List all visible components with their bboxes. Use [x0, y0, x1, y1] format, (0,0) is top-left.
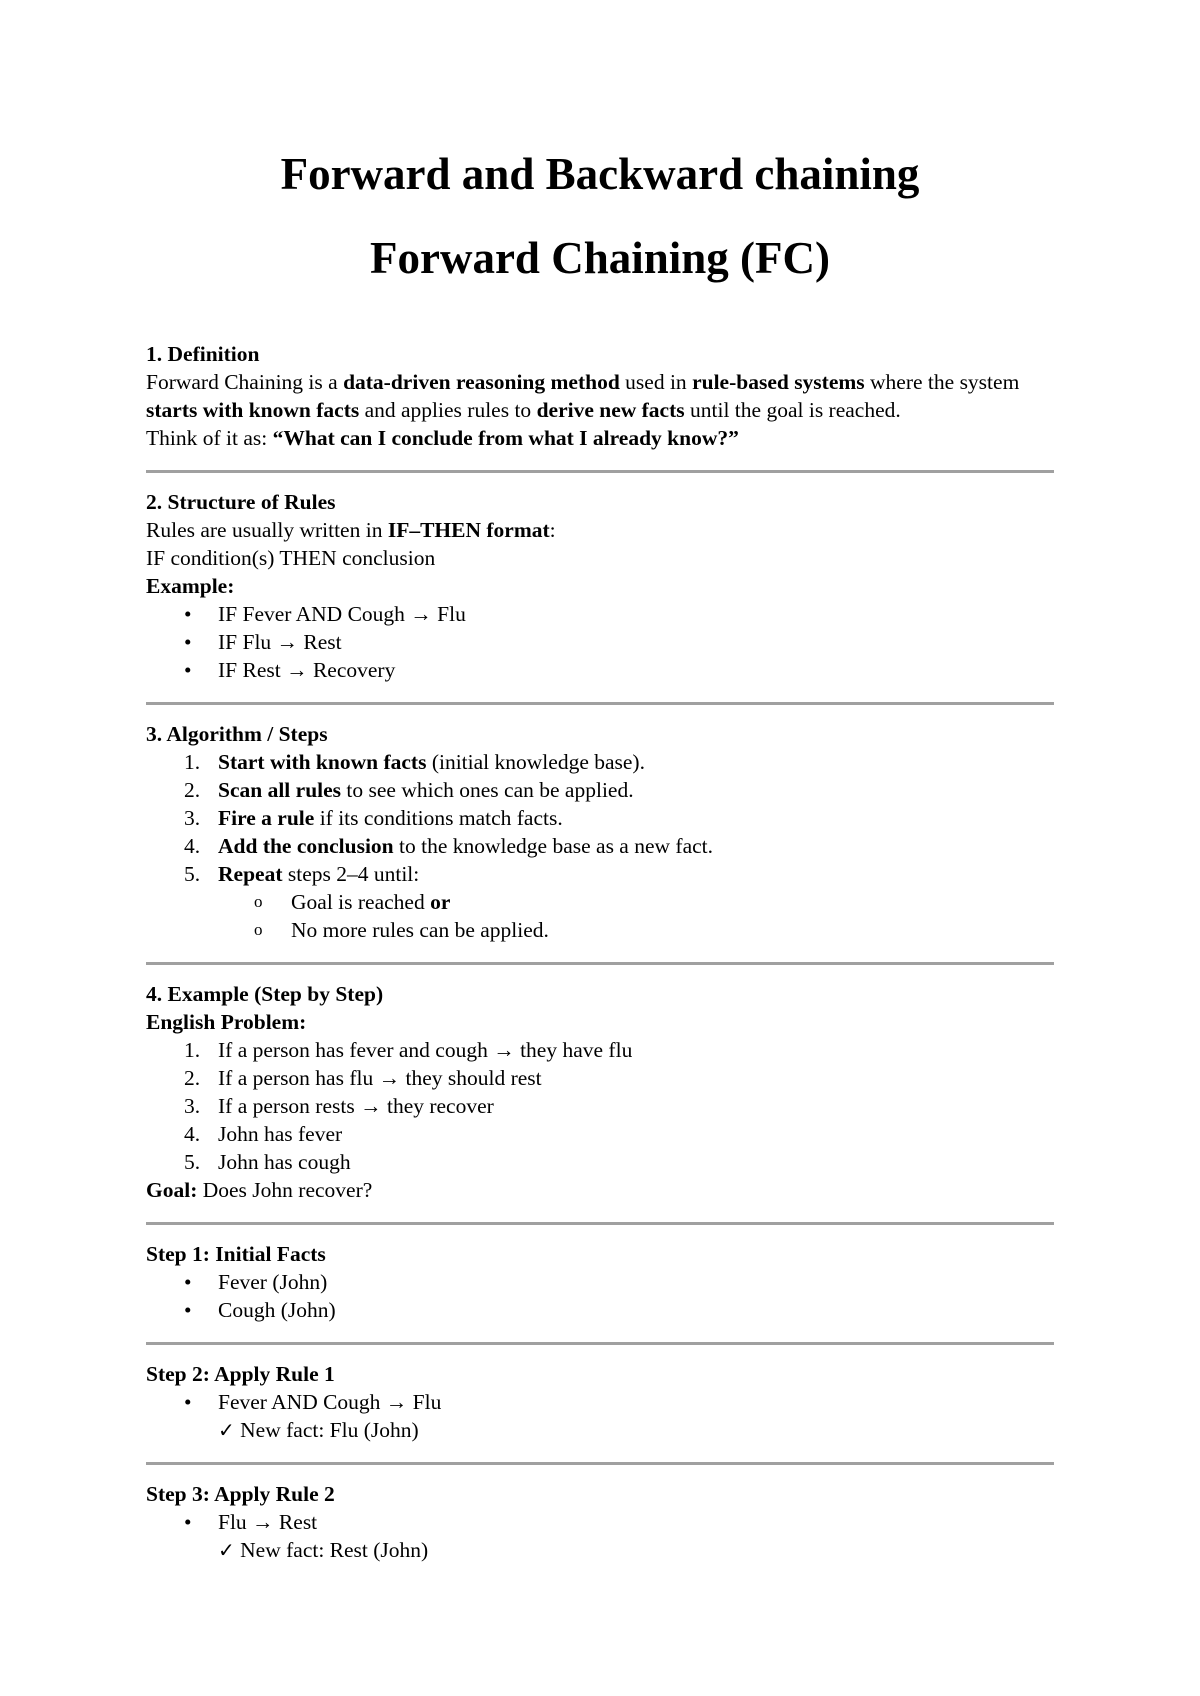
definition-bold: data-driven reasoning method — [343, 370, 620, 394]
list-item: • Cough (John) — [146, 1296, 1054, 1324]
step-bold: Repeat — [218, 862, 283, 886]
sub-list-item — [146, 888, 1054, 916]
list-number: 3. — [184, 1094, 201, 1118]
new-fact-line — [218, 1416, 1054, 1444]
section-algorithm — [146, 720, 1054, 944]
substep-text: No more rules can be applied. — [291, 918, 549, 942]
section-heading: 1. Definition — [146, 342, 260, 366]
list-item — [146, 748, 1054, 776]
rule-application-list — [146, 1388, 1054, 1444]
section-divider — [146, 962, 1054, 965]
list-number: 2. — [184, 778, 201, 802]
section-divider — [146, 1462, 1054, 1465]
section-heading: 4. Example (Step by Step) — [146, 982, 384, 1006]
section-step-1 — [146, 1240, 1054, 1324]
step-text: to the knowledge base as a new fact. — [393, 834, 714, 858]
new-fact-text: New fact: Rest (John) — [234, 1538, 429, 1562]
step-bold: Scan all rules — [218, 778, 342, 802]
document-subtitle: Forward Chaining (FC) — [370, 233, 830, 283]
substep-list — [218, 888, 1054, 944]
step-text: to see which ones can be applied. — [341, 778, 634, 802]
definition-text: and applies rules to — [359, 398, 537, 422]
section-heading: Step 3: Apply Rule 2 — [146, 1482, 335, 1506]
list-number: 4. — [184, 1122, 201, 1146]
think-line — [146, 424, 1054, 452]
section-example — [146, 980, 1054, 1204]
problem-list — [146, 1036, 1054, 1176]
step-bold: Fire a rule — [218, 806, 315, 830]
definition-text: Forward Chaining is a — [146, 370, 344, 394]
item-text: If a person has fever and cough → they have flu — [218, 1038, 633, 1062]
section-heading: Step 1: Initial Facts — [146, 1242, 326, 1266]
definition-bold: rule-based systems — [692, 370, 865, 394]
definition-bold: starts with known facts — [146, 398, 360, 422]
new-fact-text: New fact: Flu (John) — [234, 1418, 419, 1442]
section-heading: Step 2: Apply Rule 1 — [146, 1362, 335, 1386]
problem-label: English Problem: — [146, 1010, 307, 1034]
list-item — [146, 860, 1054, 944]
rule-text: Flu → Rest — [218, 1510, 318, 1534]
section-divider — [146, 470, 1054, 473]
item-text: John has cough — [218, 1150, 351, 1174]
intro-suffix: : — [549, 518, 556, 542]
section-step-2 — [146, 1360, 1054, 1444]
item-text: If a person has flu → they should rest — [218, 1066, 542, 1090]
section-heading: 3. Algorithm / Steps — [146, 722, 328, 746]
rule-application-list — [146, 1508, 1054, 1564]
rule-form: IF condition(s) THEN conclusion — [146, 546, 436, 570]
step-text: (initial knowledge base). — [426, 750, 645, 774]
definition-text: until the goal is reached. — [684, 398, 901, 422]
algorithm-step-list — [146, 748, 1054, 944]
section-step-3 — [146, 1480, 1054, 1564]
list-number: 1. — [184, 750, 201, 774]
think-quote: “What can I conclude from what I already know?” — [272, 426, 739, 450]
new-fact-line — [218, 1536, 1054, 1564]
step-text: if its conditions match facts. — [314, 806, 563, 830]
rule-text: Fever AND Cough → Flu — [218, 1390, 442, 1414]
list-item: • IF Flu → Rest — [146, 628, 1054, 656]
list-number: 3. — [184, 806, 201, 830]
intro-bold: IF–THEN format — [387, 518, 550, 542]
section-heading: 2. Structure of Rules — [146, 490, 336, 514]
list-item: • IF Rest → Recovery — [146, 656, 1054, 684]
item-text: John has fever — [218, 1122, 343, 1146]
step-bold: Start with known facts — [218, 750, 427, 774]
step-text: steps 2–4 until: — [282, 862, 420, 886]
list-number: 4. — [184, 834, 201, 858]
definition-text: where the system — [864, 370, 1020, 394]
structure-intro — [146, 516, 1054, 544]
think-prefix: Think of it as: — [146, 426, 273, 450]
section-definition — [146, 340, 1054, 452]
section-divider — [146, 1342, 1054, 1345]
list-number: 2. — [184, 1066, 201, 1090]
list-item: • Fever (John) — [146, 1268, 1054, 1296]
list-item — [146, 804, 1054, 832]
list-item — [146, 1148, 1054, 1176]
checkmark-icon: ✓ — [218, 1418, 235, 1442]
definition-paragraph — [146, 368, 1054, 424]
goal-label: Goal: — [146, 1178, 198, 1202]
intro-prefix: Rules are usually written in — [146, 518, 388, 542]
document-title: Forward and Backward chaining — [280, 149, 920, 199]
definition-text: used in — [619, 370, 693, 394]
list-item — [146, 1036, 1054, 1064]
goal-line — [146, 1176, 1054, 1204]
step-bold: Add the conclusion — [218, 834, 394, 858]
substep-text: Goal is reached — [291, 890, 431, 914]
list-number: 5. — [184, 1150, 201, 1174]
example-label: Example: — [146, 574, 235, 598]
sub-list-item — [146, 916, 1054, 944]
section-divider — [146, 1222, 1054, 1225]
section-divider — [146, 702, 1054, 705]
list-number: 1. — [184, 1038, 201, 1062]
list-item — [146, 832, 1054, 860]
list-item — [146, 1120, 1054, 1148]
list-number: 5. — [184, 862, 201, 886]
goal-text: Does John recover? — [197, 1178, 373, 1202]
list-item — [146, 1092, 1054, 1120]
section-structure — [146, 488, 1054, 684]
list-item — [146, 1508, 1054, 1564]
list-item — [146, 776, 1054, 804]
document-body — [146, 340, 1054, 1564]
substep-bold: or — [430, 890, 451, 914]
checkmark-icon: ✓ — [218, 1538, 235, 1562]
item-text: If a person rests → they recover — [218, 1094, 494, 1118]
definition-bold: derive new facts — [536, 398, 685, 422]
list-item: • IF Fever AND Cough → Flu — [146, 600, 1054, 628]
example-rule-list — [146, 600, 1054, 684]
list-item — [146, 1064, 1054, 1092]
fact-list — [146, 1268, 1054, 1324]
list-item — [146, 1388, 1054, 1444]
